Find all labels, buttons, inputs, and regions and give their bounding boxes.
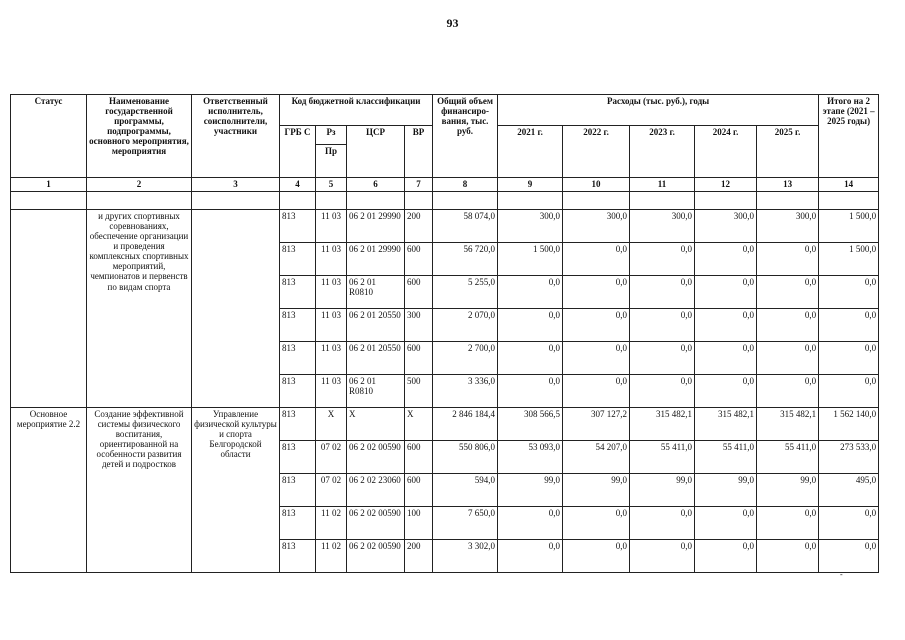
- cell-2025: 315 482,1: [757, 408, 819, 441]
- cell-2021: 0,0: [498, 276, 563, 309]
- cell-2024: 0,0: [695, 342, 757, 375]
- cell-2021: 99,0: [498, 474, 563, 507]
- cell-vr: 200: [405, 210, 433, 243]
- cell-grbs: 813: [280, 276, 316, 309]
- table-header: [11, 95, 879, 210]
- cell-grbs: 813: [280, 375, 316, 408]
- cell-2024: 99,0: [695, 474, 757, 507]
- cell-grbs: 813: [280, 507, 316, 540]
- cell-2023: 0,0: [630, 243, 695, 276]
- cell-2023: 0,0: [630, 309, 695, 342]
- cell-grbs: 813: [280, 342, 316, 375]
- cell-csr: 06 2 02 00590: [347, 540, 405, 573]
- cell-vr: 600: [405, 342, 433, 375]
- cell-2024: 0,0: [695, 375, 757, 408]
- cell-stage-total: 1 500,0: [819, 243, 879, 276]
- cell-total: 58 074,0: [433, 210, 498, 243]
- cell-rz-pr: 11 03: [316, 342, 347, 375]
- row-name: Создание эффективной системы физического воспитания, ориентированной на особенности развития детей и подростков: [87, 408, 192, 573]
- header-year: 2021 г.: [498, 126, 563, 178]
- cell-2023: 0,0: [630, 375, 695, 408]
- cell-vr: 300: [405, 309, 433, 342]
- cell-rz-pr: 11 03: [316, 309, 347, 342]
- cell-stage-total: 0,0: [819, 375, 879, 408]
- header-year: 2025 г.: [757, 126, 819, 178]
- cell-2023: 0,0: [630, 507, 695, 540]
- header-rz: Рз: [316, 126, 347, 145]
- header-csr: ЦСР: [347, 126, 405, 178]
- cell-2025: 0,0: [757, 375, 819, 408]
- cell-rz-pr: 07 02: [316, 441, 347, 474]
- group2-rows: [11, 408, 879, 573]
- column-number: 1: [11, 178, 87, 192]
- table-row: [11, 210, 879, 243]
- cell-2024: 0,0: [695, 507, 757, 540]
- cell-2024: 0,0: [695, 243, 757, 276]
- cell-grbs: 813: [280, 441, 316, 474]
- column-number: 7: [405, 178, 433, 192]
- row-name: и других спортивных соревнованиях, обеспечение организации и проведения комплексных спортивных мероприятий, чемпионатов и первенств по видам спорта: [87, 210, 192, 408]
- column-number: 14: [819, 178, 879, 192]
- row-executor: [192, 210, 280, 408]
- cell-2021: 300,0: [498, 210, 563, 243]
- header-pr: Пр: [316, 145, 347, 178]
- cell-2022: 0,0: [563, 243, 630, 276]
- cell-2025: 55 411,0: [757, 441, 819, 474]
- column-number: 12: [695, 178, 757, 192]
- cell-grbs: 813: [280, 210, 316, 243]
- cell-rz-pr: 11 03: [316, 243, 347, 276]
- cell-total: 56 720,0: [433, 243, 498, 276]
- column-number: 3: [192, 178, 280, 192]
- cell-2022: 99,0: [563, 474, 630, 507]
- budget-table: [10, 94, 879, 573]
- cell-stage-total: 0,0: [819, 309, 879, 342]
- cell-grbs: 813: [280, 540, 316, 573]
- cell-csr: 06 2 02 00590: [347, 507, 405, 540]
- column-number: 6: [347, 178, 405, 192]
- cell-stage-total: 0,0: [819, 507, 879, 540]
- cell-csr: 06 2 01 20550: [347, 309, 405, 342]
- cell-2021: 308 566,5: [498, 408, 563, 441]
- cell-2021: 1 500,0: [498, 243, 563, 276]
- cell-vr: 500: [405, 375, 433, 408]
- cell-rz-pr: 11 02: [316, 540, 347, 573]
- cell-vr: 600: [405, 441, 433, 474]
- header-year: 2022 г.: [563, 126, 630, 178]
- column-number: 9: [498, 178, 563, 192]
- cell-vr: 600: [405, 243, 433, 276]
- cell-rz-pr: 07 02: [316, 474, 347, 507]
- header-year: 2024 г.: [695, 126, 757, 178]
- cell-rz-pr: 11 02: [316, 507, 347, 540]
- column-number: 8: [433, 178, 498, 192]
- cell-stage-total: 1 562 140,0: [819, 408, 879, 441]
- cell-2024: 0,0: [695, 276, 757, 309]
- cell-total: 5 255,0: [433, 276, 498, 309]
- cell-2025: 0,0: [757, 309, 819, 342]
- cell-2021: 0,0: [498, 309, 563, 342]
- cell-2025: 300,0: [757, 210, 819, 243]
- header-expenses: Расходы (тыс. руб.), годы: [498, 95, 819, 126]
- header-budget-code: Код бюджетной классификации: [280, 95, 433, 126]
- cell-grbs: 813: [280, 408, 316, 441]
- cell-2021: 0,0: [498, 375, 563, 408]
- cell-vr: 600: [405, 474, 433, 507]
- cell-total: 2 700,0: [433, 342, 498, 375]
- header-total-volume: Общий объем финансиро-вания, тыс. руб.: [433, 95, 498, 178]
- cell-rz-pr: 11 03: [316, 210, 347, 243]
- cell-csr: 06 2 01 29990: [347, 210, 405, 243]
- cell-rz-pr: 11 03: [316, 276, 347, 309]
- column-number: 11: [630, 178, 695, 192]
- cell-rz-pr: X: [316, 408, 347, 441]
- cell-stage-total: 1 500,0: [819, 210, 879, 243]
- cell-total: 2 846 184,4: [433, 408, 498, 441]
- cell-total: 7 650,0: [433, 507, 498, 540]
- cell-2025: 0,0: [757, 342, 819, 375]
- group1-rows: [11, 210, 879, 408]
- page-number: 93: [446, 16, 459, 30]
- cell-2021: 0,0: [498, 507, 563, 540]
- header-vr: ВР: [405, 126, 433, 178]
- cell-2022: 300,0: [563, 210, 630, 243]
- column-number: 13: [757, 178, 819, 192]
- cell-total: 550 806,0: [433, 441, 498, 474]
- cell-stage-total: 0,0: [819, 342, 879, 375]
- cell-2024: 0,0: [695, 540, 757, 573]
- cell-2022: 0,0: [563, 540, 630, 573]
- spacer-row: [11, 192, 879, 210]
- cell-stage-total: 0,0: [819, 540, 879, 573]
- cell-2025: 0,0: [757, 540, 819, 573]
- table-row: [11, 408, 879, 441]
- cell-vr: 100: [405, 507, 433, 540]
- cell-2022: 307 127,2: [563, 408, 630, 441]
- cell-csr: 06 2 02 00590: [347, 441, 405, 474]
- cell-csr: 06 2 02 23060: [347, 474, 405, 507]
- cell-total: 594,0: [433, 474, 498, 507]
- row-status: Основное мероприятие 2.2: [11, 408, 87, 573]
- column-number: 10: [563, 178, 630, 192]
- cell-vr: X: [405, 408, 433, 441]
- cell-2023: 99,0: [630, 474, 695, 507]
- cell-csr: 06 2 01 R0810: [347, 375, 405, 408]
- cell-vr: 600: [405, 276, 433, 309]
- cell-2021: 53 093,0: [498, 441, 563, 474]
- cell-2023: 315 482,1: [630, 408, 695, 441]
- scan-mark: -: [840, 570, 843, 579]
- cell-2025: 0,0: [757, 243, 819, 276]
- header-executor: Ответственный исполнитель, соисполнители, участники: [192, 95, 280, 178]
- cell-2025: 99,0: [757, 474, 819, 507]
- cell-2022: 0,0: [563, 507, 630, 540]
- column-number: 5: [316, 178, 347, 192]
- header-status: Статус: [11, 95, 87, 178]
- cell-grbs: 813: [280, 474, 316, 507]
- column-numbers-row: [11, 178, 879, 192]
- cell-2022: 0,0: [563, 276, 630, 309]
- cell-2024: 0,0: [695, 309, 757, 342]
- cell-2023: 0,0: [630, 540, 695, 573]
- row-status: [11, 210, 87, 408]
- cell-2023: 0,0: [630, 342, 695, 375]
- header-grbs: ГРБ С: [280, 126, 316, 178]
- column-number: 2: [87, 178, 192, 192]
- cell-2025: 0,0: [757, 276, 819, 309]
- cell-grbs: 813: [280, 243, 316, 276]
- cell-total: 3 336,0: [433, 375, 498, 408]
- cell-2022: 0,0: [563, 342, 630, 375]
- cell-total: 2 070,0: [433, 309, 498, 342]
- cell-csr: 06 2 01 29990: [347, 243, 405, 276]
- cell-2024: 300,0: [695, 210, 757, 243]
- header-name: Наименование государственной программы, подпрограммы, основного мероприятия, мероприятия: [87, 95, 192, 178]
- cell-stage-total: 273 533,0: [819, 441, 879, 474]
- header-stage-total: Итого на 2 этапе (2021 – 2025 годы): [819, 95, 879, 178]
- cell-rz-pr: 11 03: [316, 375, 347, 408]
- cell-stage-total: 495,0: [819, 474, 879, 507]
- row-executor: Управление физической культуры и спорта Белгородской области: [192, 408, 280, 573]
- cell-2021: 0,0: [498, 540, 563, 573]
- cell-vr: 200: [405, 540, 433, 573]
- cell-grbs: 813: [280, 309, 316, 342]
- cell-2022: 0,0: [563, 309, 630, 342]
- cell-2022: 54 207,0: [563, 441, 630, 474]
- cell-2024: 315 482,1: [695, 408, 757, 441]
- cell-stage-total: 0,0: [819, 276, 879, 309]
- cell-total: 3 302,0: [433, 540, 498, 573]
- column-number: 4: [280, 178, 316, 192]
- cell-2025: 0,0: [757, 507, 819, 540]
- cell-csr: 06 2 01 20550: [347, 342, 405, 375]
- cell-2023: 300,0: [630, 210, 695, 243]
- cell-2024: 55 411,0: [695, 441, 757, 474]
- cell-2023: 0,0: [630, 276, 695, 309]
- header-year: 2023 г.: [630, 126, 695, 178]
- cell-csr: 06 2 01 R0810: [347, 276, 405, 309]
- cell-2023: 55 411,0: [630, 441, 695, 474]
- cell-2022: 0,0: [563, 375, 630, 408]
- cell-csr: X: [347, 408, 405, 441]
- cell-2021: 0,0: [498, 342, 563, 375]
